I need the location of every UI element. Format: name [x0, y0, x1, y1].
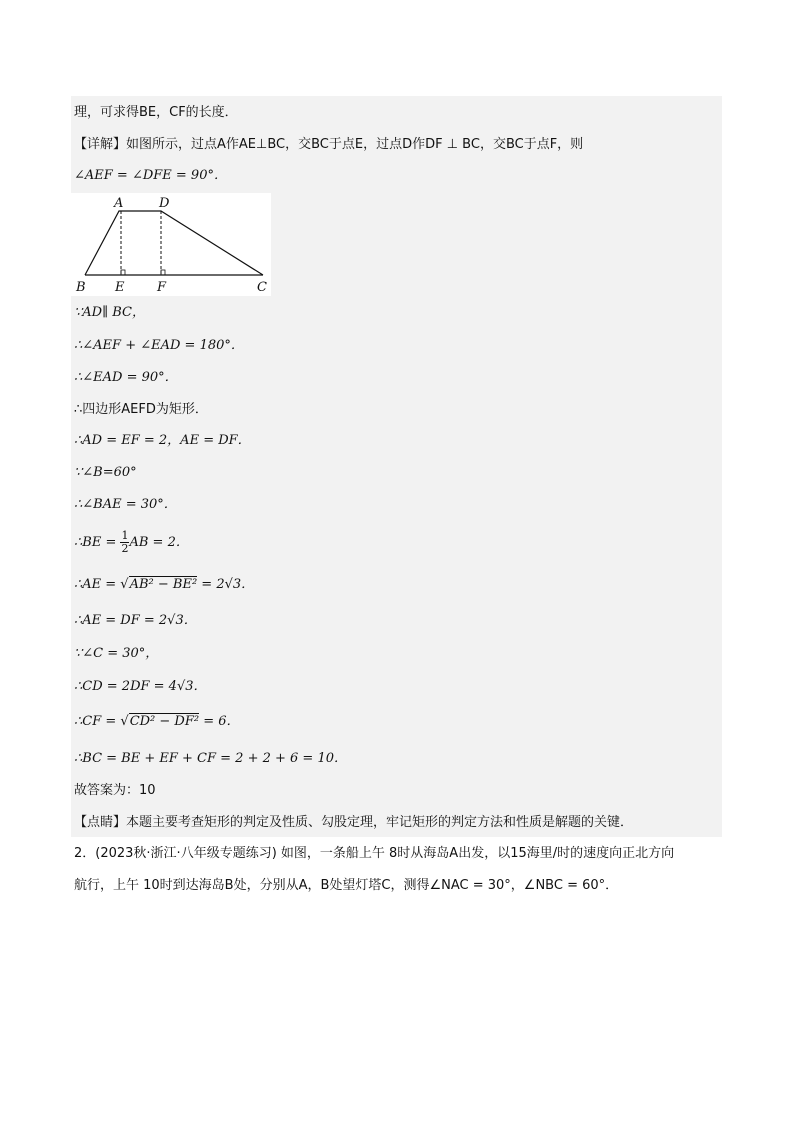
label-b: B — [76, 280, 86, 295]
fraction-one-half: $\frac{1}{2}$ — [121, 529, 129, 555]
solution-line-7: ∴四边形AEFD为矩形． — [74, 402, 208, 417]
question-2-line-2: 航行，上午 10时到达海岛B处，分别从A，B处望灯塔C，测得∠NAC = 30°，∠NBC = 60°． — [74, 878, 619, 893]
solution-line-15: ∴CD = 2DF = 4√3． — [74, 679, 207, 694]
solution-line-6: ∴∠EAD = 90°． — [74, 370, 178, 385]
label-d: D — [159, 196, 170, 211]
radicand-cf: CD² − DF² — [129, 714, 200, 729]
solution-line-5: ∴∠AEF + ∠EAD = 180°． — [74, 338, 244, 353]
label-a: A — [114, 196, 124, 211]
solution-line-17: ∴BC = BE + EF + CF = 2 + 2 + 6 = 10． — [74, 751, 347, 766]
solution-line-detail — [74, 136, 583, 154]
solution-line-1: 理，可求得BE，CF的长度． — [74, 105, 238, 120]
solution-line-11: ∴BE = $\frac{1}{2}$ AB = 2． — [74, 529, 189, 555]
solution-line-3: ∠AEF = ∠DFE = 90°． — [74, 168, 227, 183]
trapezoid-outline — [85, 211, 263, 275]
right-angle-f — [161, 270, 165, 275]
right-angle-e — [121, 270, 125, 275]
radicand-ae: AB² − BE² — [129, 577, 198, 592]
trapezoid-figure — [71, 193, 271, 296]
solution-line-14: ∵∠C = 30°， — [74, 646, 159, 661]
solution-line-12: ∴AE = √AB² − BE² = 2√3． — [74, 577, 255, 592]
solution-line-16: ∴CF = √CD² − DF² = 6． — [74, 714, 240, 729]
question-2-line-1: 2．(2023秋·浙江·八年级专题练习) 如图，一条船上午 8时从海岛A出发，以15海里/时的速度向正北方向 — [74, 846, 675, 861]
solution-line-9: ∵∠B=60° — [74, 465, 137, 480]
answer-line: 故答案为：10 — [74, 783, 156, 798]
label-e: E — [115, 280, 125, 295]
detail-text: 如图所示，过点A作AE⊥BC，交BC于点E，过点D作DF ⊥ BC，交BC于点F，则 — [126, 137, 584, 152]
detail-tag: 【详解】 — [74, 137, 127, 152]
summary-line — [74, 814, 633, 832]
solution-line-8: ∴AD = EF = 2，AE = DF． — [74, 433, 251, 448]
solution-line-10: ∴∠BAE = 30°． — [74, 497, 177, 512]
summary-text: 本题主要考查矩形的判定及性质、勾股定理，牢记矩形的判定方法和性质是解题的关键． — [126, 815, 634, 830]
label-f: F — [157, 280, 167, 295]
label-c: C — [257, 280, 267, 295]
solution-line-4: ∵AD∥ BC， — [74, 305, 145, 320]
summary-tag: 【点睛】 — [74, 815, 127, 830]
solution-line-13: ∴AE = DF = 2√3． — [74, 613, 197, 628]
